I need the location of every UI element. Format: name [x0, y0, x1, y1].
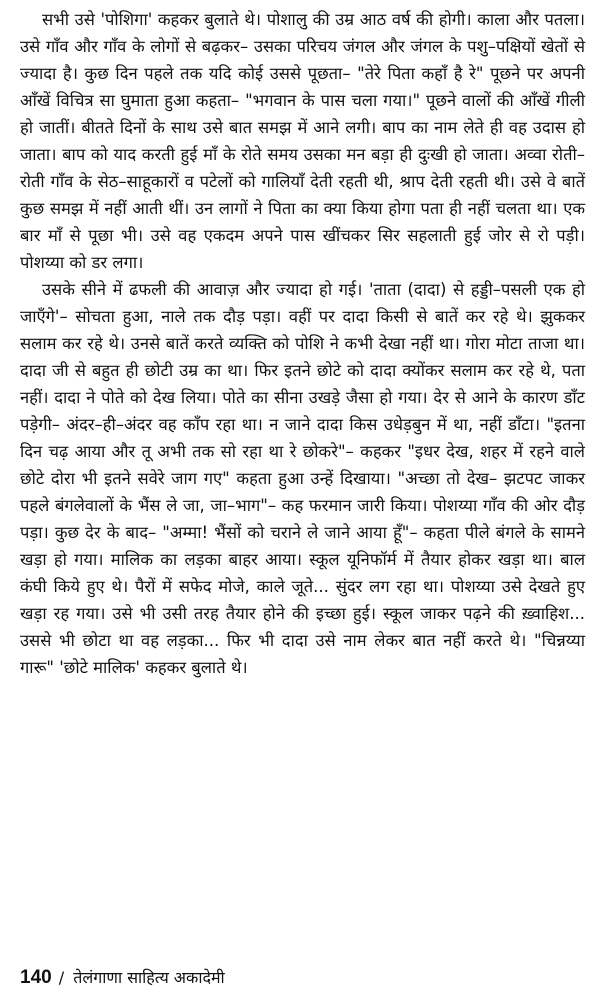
page-body [20, 6, 585, 681]
paragraph-1: सभी उसे 'पोशिगा' कहकर बुलाते थे। पोशालु की उम्र आठ वर्ष की होगी। काला और पतला। उसे गाँव और गाँव के लोगों से बढ़कर– उसका परिचय जंगल और जंगल के पशु–पक्षियों खेतों से ज्यादा है। कुछ दिन पहले तक यदि कोई उससे पूछता– "तेरे पिता कहाँ है रे" पूछने पर अपनी आँखें विचित्र सा घुमाता हुआ कहता– "भगवान के पास चला गया।" पूछने वालों की आँखें गीली हो जातीं। बीतते दिनों के साथ उसे बात समझ में आने लगी। बाप का नाम लेते ही वह उदास हो जाता। बाप को याद करती हुई माँ के रोते समय उसका मन बड़ा ही दुःखी हो जाता। अव्वा रोती–रोती गाँव के सेठ–साहूकारों व पटेलों को गालियाँ देती रहती थी, श्राप देती रहती थी। उसे वे बातें कुछ समझ में नहीं आती थीं। उन लागों ने पिता का क्या किया होगा पता ही नहीं चलता था। एक बार माँ से पूछा भी। उसे वह एकदम अपने पास खींचकर सिर सहलाती हुई जोर से रो पड़ी। पोशय्या को डर लगा। [20, 10, 585, 272]
page-footer [20, 966, 225, 990]
footer-separator: / [58, 968, 65, 987]
page-number: 140 [20, 967, 52, 988]
paragraph-2: उसके सीने में ढफली की आवाज़ और ज्यादा हो गई। 'ताता (दादा) से हड्डी–पसली एक हो जाएँगे'– सोचता हुआ, नाले तक दौड़ पड़ा। वहीं पर दादा किसी से बातें कर रहे थे। झुककर सलाम कर रहे थे। उनसे बातें करते व्यक्ति को पोशि ने कभी देखा नहीं था। गोरा मोटा ताजा था। दादा जी से बहुत ही छोटी उम्र का था। फिर इतने छोटे को दादा क्योंकर सलाम कर रहे थे, पता नहीं। दादा ने पोते को देख लिया। पोते का सीना उखड़े जैसा हो गया। देर से आने के कारण डाँट पड़ेगी– अंदर–ही–अंदर वह काँप रहा था। न जाने दादा किस उधेड़बुन में था, नहीं डाँटा। "इतना दिन चढ़ आया और तू अभी तक सो रहा था रे छोकरे"– कहकर "इधर देख, शहर में रहने वाले छोटे दोरा भी इतने सवेरे जाग गए" कहता हुआ उन्हें दिखाया। "अच्छा तो देख– झटपट जाकर पहले बंगलेवालों के भैंस ले जा, जा–भाग"– कह फरमान जारी किया। पोशय्या गाँव की ओर दौड़ पड़ा। कुछ देर के बाद– "अम्मा! भैंसों को चराने ले जाने आया हूँ"– कहता पीले बंगले के सामने खड़ा हो गया। मालिक का लड़का बाहर आया। स्कूल यूनिफॉर्म में तैयार होकर खड़ा था। बाल कंघी किये हुए थे। पैरों में सफेद मोजे, काले जूते... सुंदर लग रहा था। पोशय्या उसे देखते हुए खड़ा रह गया। उसे भी उसी तरह तैयार होने की इच्छा हुई। स्कूल जाकर पढ़ने की ख़्वाहिश... उससे भी छोटा था वह लड़का... फिर भी दादा उसे नाम लेकर बात नहीं करते थे। "चिन्नय्या गारू" 'छोटे मालिक' कहकर बुलाते थे। [20, 280, 585, 677]
publisher-name: तेलंगाणा साहित्य अकादेमी [73, 968, 225, 987]
